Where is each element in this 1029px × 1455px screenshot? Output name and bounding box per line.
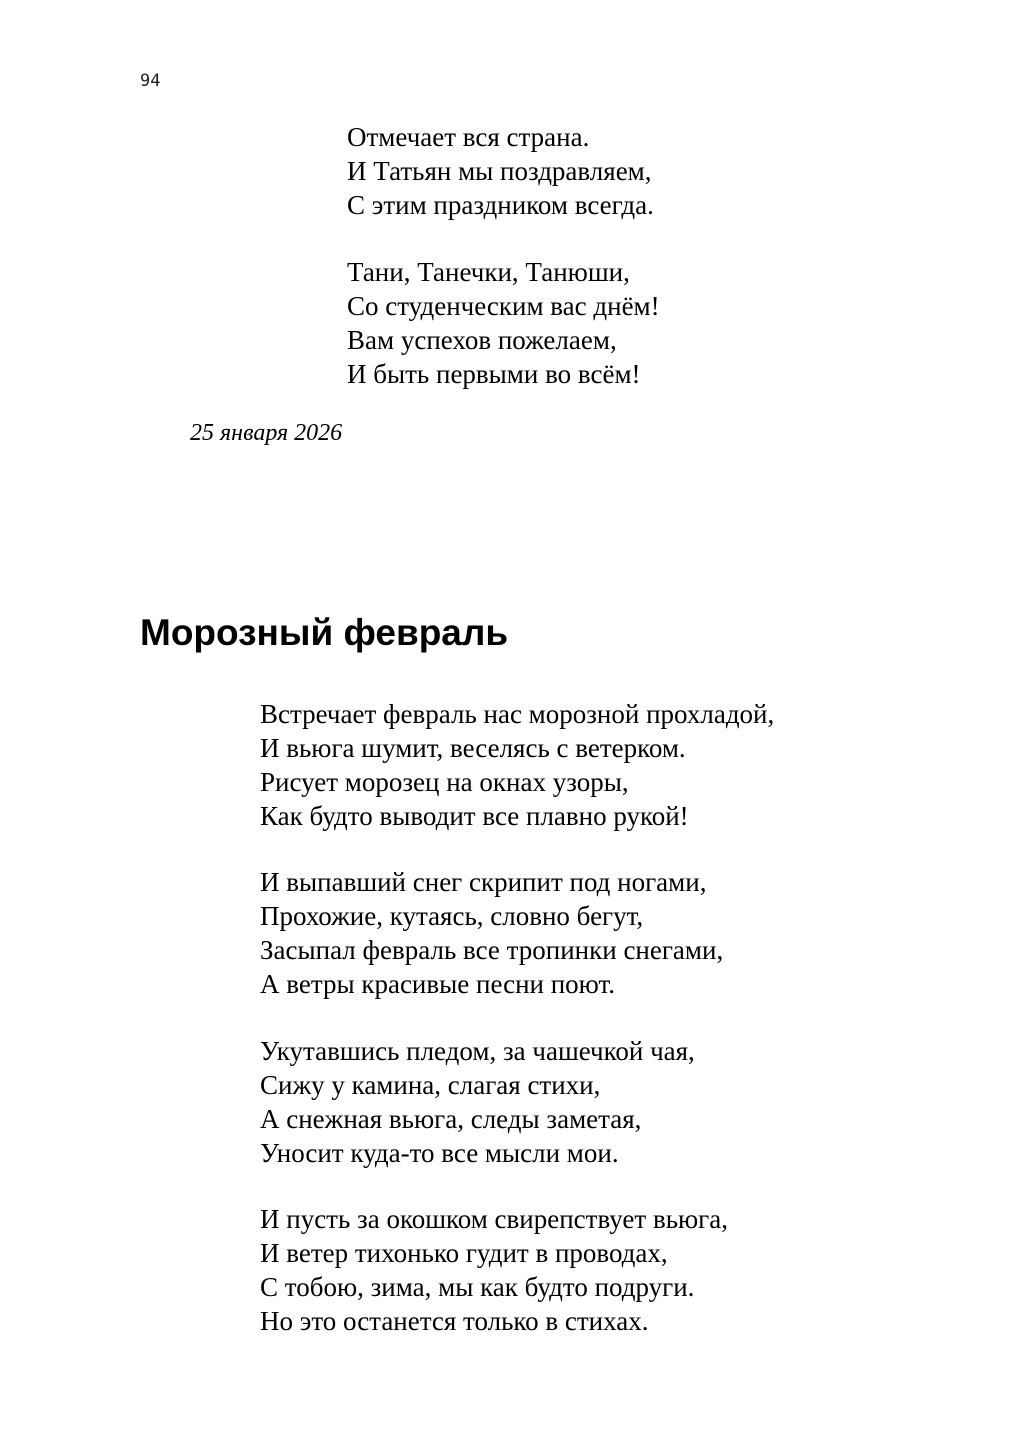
- poem-line: Но это останется только в стихах.: [260, 1306, 649, 1336]
- poem-line: И пусть за окошком свирепствует вьюга,: [260, 1204, 728, 1234]
- poem-stanza: [260, 1034, 695, 1170]
- poem-line: С этим праздником всегда.: [347, 190, 654, 220]
- poem-stanza: [260, 697, 774, 833]
- page-number: 94: [140, 71, 161, 91]
- poem-line: Отмечает вся страна.: [347, 122, 590, 152]
- poem-line: И быть первыми во всём!: [347, 359, 641, 389]
- poem-line: Засыпал февраль все тропинки снегами,: [260, 935, 724, 965]
- poem-line: И ветер тихонько гудит в проводах,: [260, 1238, 668, 1268]
- previous-poem-stanza: [347, 255, 660, 391]
- poem-line: Рисует морозец на окнах узоры,: [260, 767, 629, 797]
- poem-line: А снежная вьюга, следы заметая,: [260, 1104, 642, 1134]
- poem-line: Как будто выводит все плавно рукой!: [260, 801, 689, 831]
- poem-line: Укутавшись пледом, за чашечкой чая,: [260, 1036, 695, 1066]
- poem-stanza: [260, 1202, 728, 1338]
- poem-line: Со студенческим вас днём!: [347, 291, 660, 321]
- poem-line: И вьюга шумит, веселясь с ветерком.: [260, 733, 686, 763]
- poem-stanza: [260, 865, 723, 1001]
- poem-line: Тани, Танечки, Танюши,: [347, 257, 630, 287]
- poem-line: Встречает февраль нас морозной прохладой,: [260, 699, 775, 729]
- poem-date: 25 января 2026: [190, 420, 343, 446]
- poem-line: Вам успехов пожелаем,: [347, 325, 617, 355]
- poem-line: Уносит куда-то все мысли мои.: [260, 1138, 619, 1168]
- poem-line: А ветры красивые песни поют.: [260, 969, 616, 999]
- previous-poem-stanza: [347, 120, 654, 222]
- poem-line: Сижу у камина, слагая стихи,: [260, 1070, 601, 1100]
- poem-line: И Татьян мы поздравляем,: [347, 156, 652, 186]
- poem-line: С тобою, зима, мы как будто подруги.: [260, 1272, 695, 1302]
- poem-line: И выпавший снег скрипит под ногами,: [260, 867, 707, 897]
- poem-line: Прохожие, кутаясь, словно бегут,: [260, 901, 644, 931]
- poem-title: Морозный февраль: [140, 612, 509, 653]
